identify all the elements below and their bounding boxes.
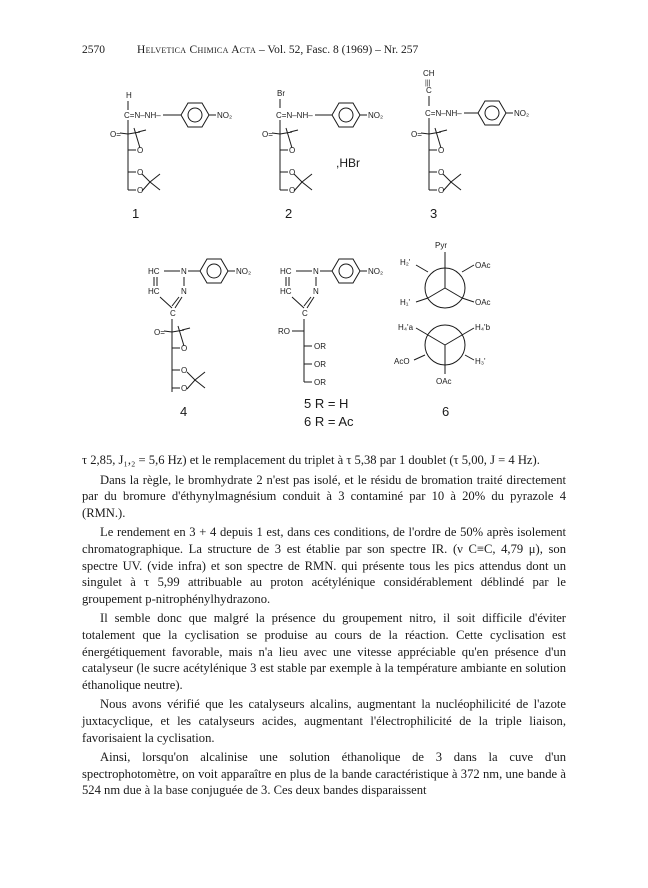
journal-title <box>137 44 418 56</box>
atom-hc-5b: HC <box>280 287 292 296</box>
atom-h: H <box>126 91 132 100</box>
hydrazone-group: C=N–NH– <box>124 111 161 120</box>
paragraph-3: Le rendement en 3 + 4 depuis 1 est, dans ces conditions, de l'ordre de 50% après isolement chromatographique. La structure de 3 est établie par son spectre IR. (ν C≡C, 4,79 μ), son spectre UV. (vide infra) et son spectre de RMN. qui présente tous les pics attendus dont un singulet à τ 5,99 attribuable au proton acétylénique considérablement déblindé par le groupement p-nitrophénylhydrazono. <box>82 525 566 606</box>
ring-oxygen-2a: O <box>289 146 296 155</box>
atom-n: N <box>181 267 187 276</box>
atom-ch: CH <box>423 69 435 78</box>
volume-info: – Vol. 52, Fasc. 8 (1969) – Nr. 257 <box>258 44 419 56</box>
atom-hc: HC <box>148 267 160 276</box>
body-text <box>82 452 566 802</box>
compound-label-2: 2 <box>285 206 293 221</box>
keto-oxygen-2: O= <box>262 130 273 139</box>
compound-label-1: 1 <box>132 206 140 221</box>
ring-oxygen-3: O <box>137 186 144 195</box>
paragraph-4: Il semble donc que malgré la présence du groupement nitro, il soit difficile d'éviter totalement que la cyclisation se produise au cours de la réaction. Cette cyclisation est énergétiquement favorable, mais n'a lieu avec une vitesse appréciable qu'en présence d'un catalyseur (le sucre acétylénique 3 est stable par exemple à la température ambiante en solution éthanolique neutre). <box>82 611 566 692</box>
ring-oxygen-4c: O <box>181 384 188 393</box>
running-header <box>82 44 582 56</box>
ro-group: RO <box>278 327 290 336</box>
structure-6-newman <box>394 241 491 386</box>
compound-label-4: 4 <box>180 404 188 419</box>
atom-n-5: N <box>313 267 319 276</box>
oac-2: OAc <box>475 298 491 307</box>
nitro-group-4: NO₂ <box>236 267 252 276</box>
atom-hc-2: HC <box>148 287 160 296</box>
nitro-group-3: NO₂ <box>514 109 530 118</box>
structures-figure <box>80 62 580 444</box>
keto-oxygen: O= <box>110 130 121 139</box>
h3-proton: H₃' <box>475 357 486 366</box>
atom-hc-5: HC <box>280 267 292 276</box>
keto-oxygen-3: O= <box>411 130 422 139</box>
h1-proton: H₁' <box>400 298 411 307</box>
keto-oxygen-4: O= <box>154 328 165 337</box>
hbr-salt: ,HBr <box>336 156 360 170</box>
ring-oxygen-4a: O <box>181 344 188 353</box>
ring-oxygen: O <box>137 146 144 155</box>
or-group-3: OR <box>314 378 326 387</box>
page-number: 2570 <box>82 44 105 56</box>
structure-4 <box>148 259 251 393</box>
chemical-structures-drawing <box>80 62 580 444</box>
or-group-1: OR <box>314 342 326 351</box>
atom-n-2: N <box>181 287 187 296</box>
or-group-2: OR <box>314 360 326 369</box>
pyr-group: Pyr <box>435 241 447 250</box>
h4b-proton: H₄'b <box>475 323 491 332</box>
structure-5-6 <box>278 259 383 387</box>
compound-label-6-ac: 6 R = Ac <box>304 414 354 429</box>
structure-1 <box>110 91 232 195</box>
oac-1: OAc <box>475 261 491 270</box>
ring-oxygen-2b: O <box>289 168 296 177</box>
atom-c: C <box>426 86 432 95</box>
paragraph-5: Nous avons vérifié que les catalyseurs alcalins, augmentant la nucléophilicité de l'azote juxtacyclique, et les catalyseurs acides, augmentant l'électrophilicité de la triple liaison, favorisaient la cyclisation. <box>82 697 566 745</box>
atom-br: Br <box>277 89 285 98</box>
nitro-group-2: NO₂ <box>368 111 384 120</box>
journal-name: Helvetica Chimica Acta <box>137 44 257 56</box>
atom-c-ring: C <box>170 309 176 318</box>
nitro-group-5: NO₂ <box>368 267 384 276</box>
compound-label-5: 5 R = H <box>304 396 349 411</box>
h2-proton: H₂' <box>400 258 411 267</box>
hydrazone-group-3: C=N–NH– <box>425 109 462 118</box>
atom-c-ring-5: C <box>302 309 308 318</box>
ring-oxygen-3a: O <box>438 146 445 155</box>
triple-bond: ||| <box>425 80 431 87</box>
h4a-proton: H₄'a <box>398 323 414 332</box>
atom-n-5b: N <box>313 287 319 296</box>
ring-oxygen-2c: O <box>289 186 296 195</box>
paragraph-1: τ 2,85, J₁,₂ = 5,6 Hz) et le remplacement du triplet à τ 5,38 par 1 doublet (τ 5,00, J = 4 Hz). <box>82 453 540 467</box>
nitro-group: NO₂ <box>217 111 233 120</box>
compound-label-6: 6 <box>442 404 450 419</box>
ring-oxygen-3c: O <box>438 186 445 195</box>
ring-oxygen-2: O <box>137 168 144 177</box>
aco-group: AcO <box>394 357 410 366</box>
paragraph-6: Ainsi, lorsqu'on alcalinise une solution éthanolique de 3 dans la cuve d'un spectrophotomètre, on voit apparaître en plus de la bande caractéristique à 372 nm, une bande à 524 nm due à la base conjuguée de 3. Ces deux bandes disparaissent <box>82 750 566 798</box>
ring-oxygen-4b: O <box>181 366 188 375</box>
structure-3 <box>411 69 529 195</box>
paragraph-2: Dans la règle, le bromhydrate 2 n'est pas isolé, et le résidu de bromation traité directement par du bromure d'éthynylmagnésium conduit à 3 contaminé par 10 à 20% du pyrazole 4 (RMN.). <box>82 472 566 520</box>
hydrazone-group-2: C=N–NH– <box>276 111 313 120</box>
oac-3: OAc <box>436 377 452 386</box>
ring-oxygen-3b: O <box>438 168 445 177</box>
structure-2 <box>262 89 383 195</box>
compound-label-3: 3 <box>430 206 438 221</box>
